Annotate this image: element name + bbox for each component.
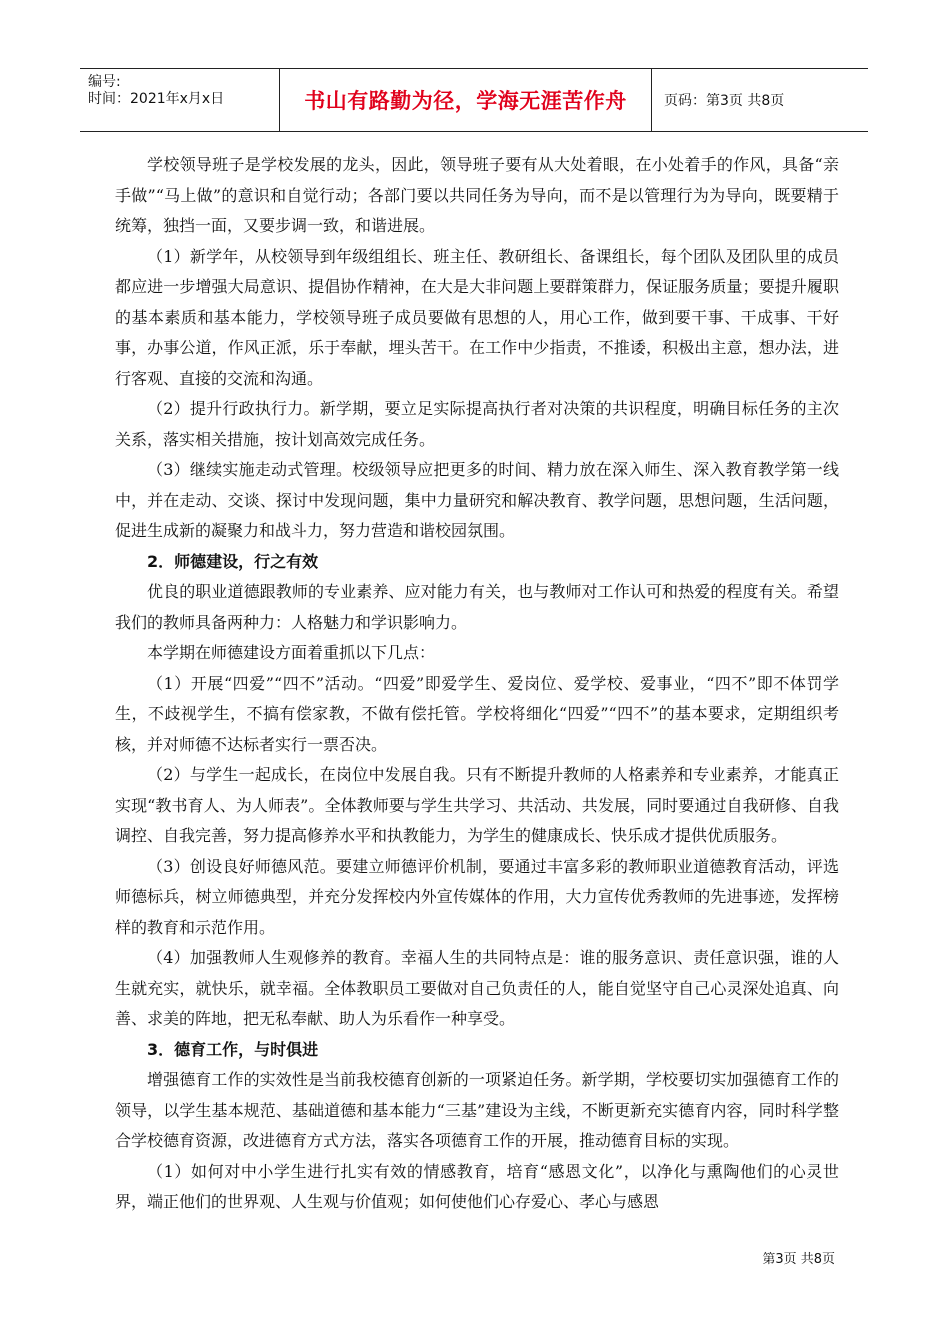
paragraph: （2）与学生一起成长，在岗位中发展自我。只有不断提升教师的人格素养和专业素养，才能真正实现“教书育人、为人师表”。全体教师要与学生共学习、共活动、共发展，同时要通过自我研修、自我调控、自我完善，努力提高修养水平和执教能力，为学生的健康成长、快乐成才提供优质服务。 bbox=[115, 765, 839, 845]
doc-number-label: 编号: bbox=[88, 74, 121, 90]
paragraph: （1）如何对中小学生进行扎实有效的情感教育，培育“感恩文化”，以净化与熏陶他们的心灵世界，端正他们的世界观、人生观与价值观；如何使他们心存爱心、孝心与感恩 bbox=[115, 1161, 839, 1211]
page-footer: 第3页 共8页 bbox=[762, 1252, 835, 1267]
paragraph: 学校领导班子是学校发展的龙头，因此，领导班子要有从大处着眼，在小处着手的作风，具备“亲手做”“马上做”的意识和自觉行动；各部门要以共同任务为导向，而不是以管理行为为导向，既要精于统筹，独挡一面，又要步调一致，和谐进展。 bbox=[115, 155, 839, 235]
header-page-info: 页码：第3页 共8页 bbox=[664, 93, 785, 109]
date-line: 时间：2021年x月x日 bbox=[88, 91, 225, 107]
paragraph: （4）加强教师人生观修养的教育。幸福人生的共同特点是：谁的服务意识、责任意识强，谁的人生就充实，就快乐，就幸福。全体教职员工要做对自己负责任的人，能自觉坚守自己心灵深处追真、向善、求美的阵地，把无私奉献、助人为乐看作一种享受。 bbox=[115, 948, 839, 1028]
paragraph: 增强德育工作的实效性是当前我校德育创新的一项紧迫任务。新学期，学校要切实加强德育工作的领导，以学生基本规范、基础道德和基本能力“三基”建设为主线，不断更新充实德育内容，同时科学整合学校德育资源，改进德育方式方法，落实各项德育工作的开展，推动德育目标的实现。 bbox=[115, 1070, 839, 1150]
header-doc-info bbox=[80, 69, 280, 131]
paragraph: （1）新学年，从校领导到年级组组长、班主任、教研组长、备课组长，每个团队及团队里的成员都应进一步增强大局意识、提倡协作精神，在大是大非问题上要群策群力，保证服务质量；要提升履职的基本素质和基本能力，学校领导班子成员要做有思想的人，用心工作，做到要干事、干成事、干好事，办事公道，作风正派，乐于奉献，埋头苦干。在工作中少指责，不推诿，积极出主意，想办法，进行客观、直接的交流和沟通。 bbox=[115, 246, 839, 388]
paragraph: 优良的职业道德跟教师的专业素养、应对能力有关，也与教师对工作认可和热爱的程度有关。希望我们的教师具备两种力：人格魅力和学识影响力。 bbox=[115, 582, 839, 632]
document-body bbox=[115, 150, 839, 1218]
section-heading: 3．德育工作，与时俱进 bbox=[147, 1039, 319, 1059]
header-motto: 书山有路勤为径，学海无涯苦作舟 bbox=[280, 69, 652, 131]
page-header bbox=[80, 68, 868, 132]
paragraph: （3）继续实施走动式管理。校级领导应把更多的时间、精力放在深入师生、深入教育教学第一线中，并在走动、交谈、探讨中发现问题，集中力量研究和解决教育、教学问题，思想问题，生活问题，促进生成新的凝聚力和战斗力，努力营造和谐校园氛围。 bbox=[115, 460, 839, 540]
paragraph: 本学期在师德建设方面着重抓以下几点： bbox=[147, 643, 436, 662]
paragraph: （1）开展“四爱”“四不”活动。“四爱”即爱学生、爱岗位、爱学校、爱事业，“四不”即不体罚学生，不歧视学生，不搞有偿家教，不做有偿托管。学校将细化“四爱”“四不”的基本要求，定期组织考核，并对师德不达标者实行一票否决。 bbox=[115, 673, 839, 754]
paragraph: （3）创设良好师德风范。要建立师德评价机制，要通过丰富多彩的教师职业道德教育活动，评选师德标兵，树立师德典型，并充分发挥校内外宣传媒体的作用，大力宣传优秀教师的先进事迹，发挥榜样的教育和示范作用。 bbox=[115, 856, 839, 937]
section-heading: 2．师德建设，行之有效 bbox=[147, 551, 319, 571]
paragraph: （2）提升行政执行力。新学期，要立足实际提高执行者对决策的共识程度，明确目标任务的主次关系，落实相关措施，按计划高效完成任务。 bbox=[115, 399, 839, 449]
